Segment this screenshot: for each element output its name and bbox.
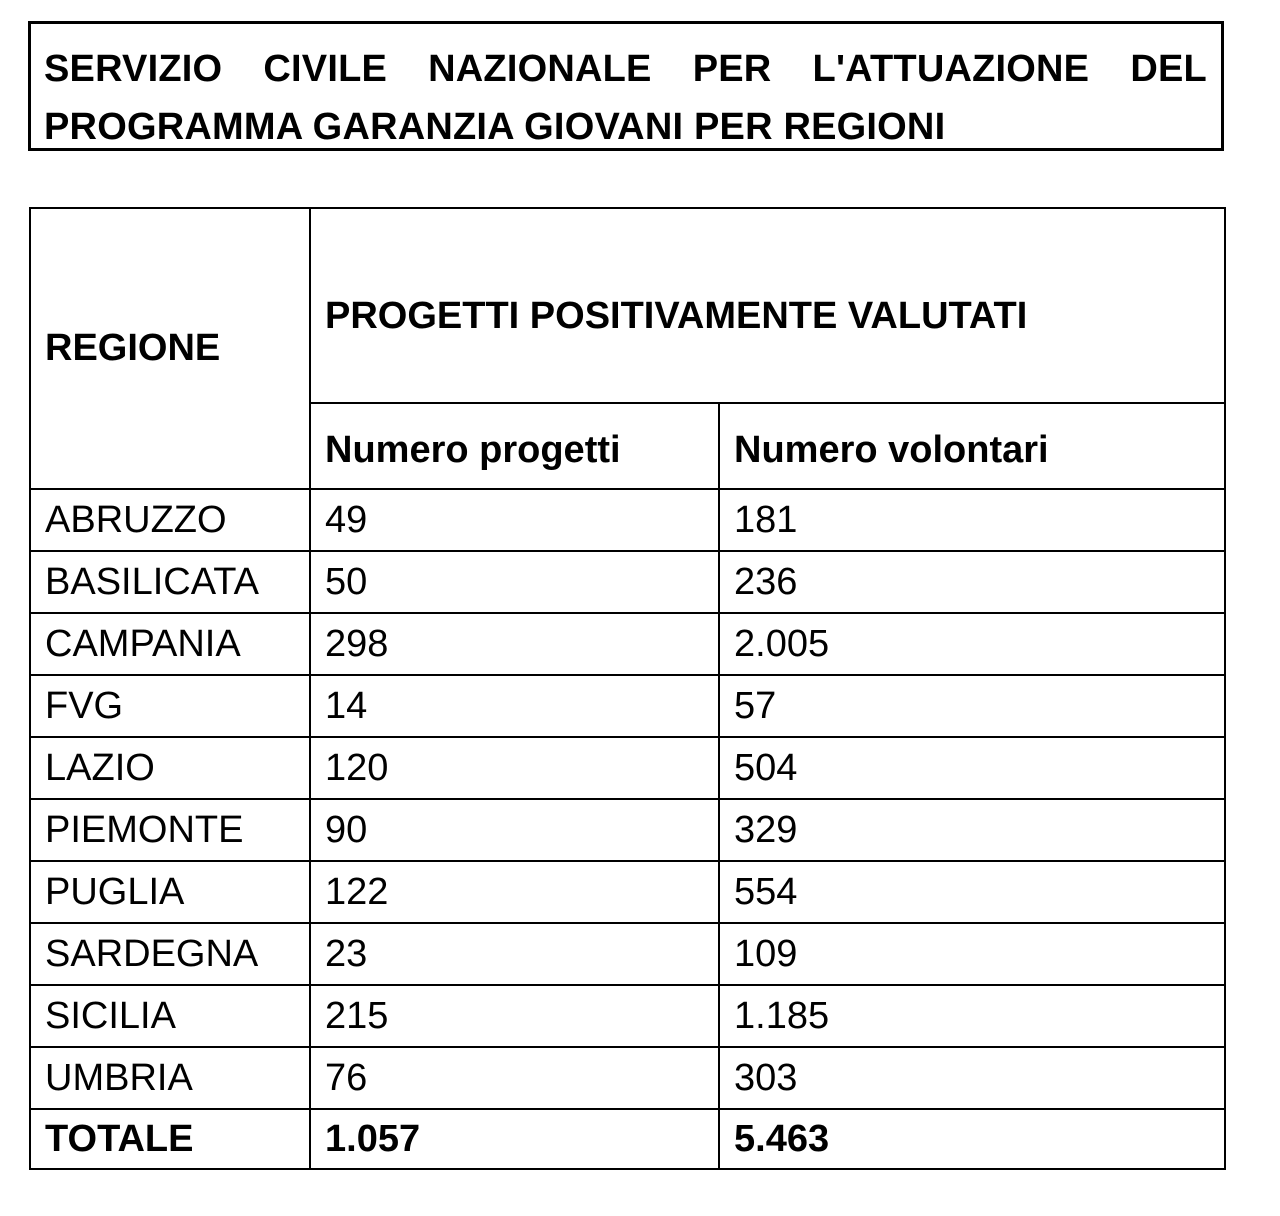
cell-regione: UMBRIA (30, 1047, 310, 1109)
cell-numero-volontari: 236 (719, 551, 1225, 613)
header-regione: REGIONE (30, 208, 310, 489)
cell-numero-volontari: 329 (719, 799, 1225, 861)
title-word: PER (692, 48, 772, 90)
cell-numero-volontari: 109 (719, 923, 1225, 985)
table-row (30, 613, 1225, 675)
cell-regione: LAZIO (30, 737, 310, 799)
title-word: CIVILE (263, 48, 388, 90)
table-row (30, 551, 1225, 613)
cell-numero-volontari: 1.185 (719, 985, 1225, 1047)
cell-numero-volontari: 303 (719, 1047, 1225, 1109)
total-volontari: 5.463 (719, 1109, 1225, 1169)
cell-regione: SICILIA (30, 985, 310, 1047)
cell-regione: ABRUZZO (30, 489, 310, 551)
header-numero-progetti: Numero progetti (310, 403, 719, 489)
table-header-row (30, 208, 1225, 403)
total-label: TOTALE (30, 1109, 310, 1169)
title-line-2: PROGRAMMA GARANZIA GIOVANI PER REGIONI (44, 106, 946, 148)
title-word: L'ATTUAZIONE (812, 48, 1090, 90)
total-progetti: 1.057 (310, 1109, 719, 1169)
table-row (30, 923, 1225, 985)
cell-numero-volontari: 181 (719, 489, 1225, 551)
header-numero-volontari: Numero volontari (719, 403, 1225, 489)
title-word: NAZIONALE (428, 48, 652, 90)
cell-numero-progetti: 50 (310, 551, 719, 613)
cell-numero-progetti: 90 (310, 799, 719, 861)
table-row (30, 861, 1225, 923)
cell-regione: PIEMONTE (30, 799, 310, 861)
cell-regione: CAMPANIA (30, 613, 310, 675)
cell-numero-progetti: 14 (310, 675, 719, 737)
cell-numero-progetti: 49 (310, 489, 719, 551)
title-word: SERVIZIO (44, 48, 223, 90)
cell-numero-progetti: 215 (310, 985, 719, 1047)
title-line-1 (44, 40, 1207, 98)
cell-numero-progetti: 23 (310, 923, 719, 985)
header-progetti-valutati: PROGETTI POSITIVAMENTE VALUTATI (310, 208, 1225, 403)
table-row (30, 489, 1225, 551)
document-title-box (28, 21, 1224, 151)
table-row (30, 799, 1225, 861)
regions-table (29, 207, 1226, 1170)
table-row (30, 737, 1225, 799)
table-total-row (30, 1109, 1225, 1169)
table-row (30, 675, 1225, 737)
cell-numero-volontari: 554 (719, 861, 1225, 923)
cell-regione: BASILICATA (30, 551, 310, 613)
cell-regione: FVG (30, 675, 310, 737)
cell-numero-progetti: 76 (310, 1047, 719, 1109)
cell-numero-volontari: 57 (719, 675, 1225, 737)
cell-regione: SARDEGNA (30, 923, 310, 985)
title-word: DEL (1130, 48, 1207, 90)
cell-numero-progetti: 120 (310, 737, 719, 799)
table-row (30, 985, 1225, 1047)
cell-regione: PUGLIA (30, 861, 310, 923)
cell-numero-volontari: 504 (719, 737, 1225, 799)
table-row (30, 1047, 1225, 1109)
cell-numero-volontari: 2.005 (719, 613, 1225, 675)
cell-numero-progetti: 298 (310, 613, 719, 675)
cell-numero-progetti: 122 (310, 861, 719, 923)
